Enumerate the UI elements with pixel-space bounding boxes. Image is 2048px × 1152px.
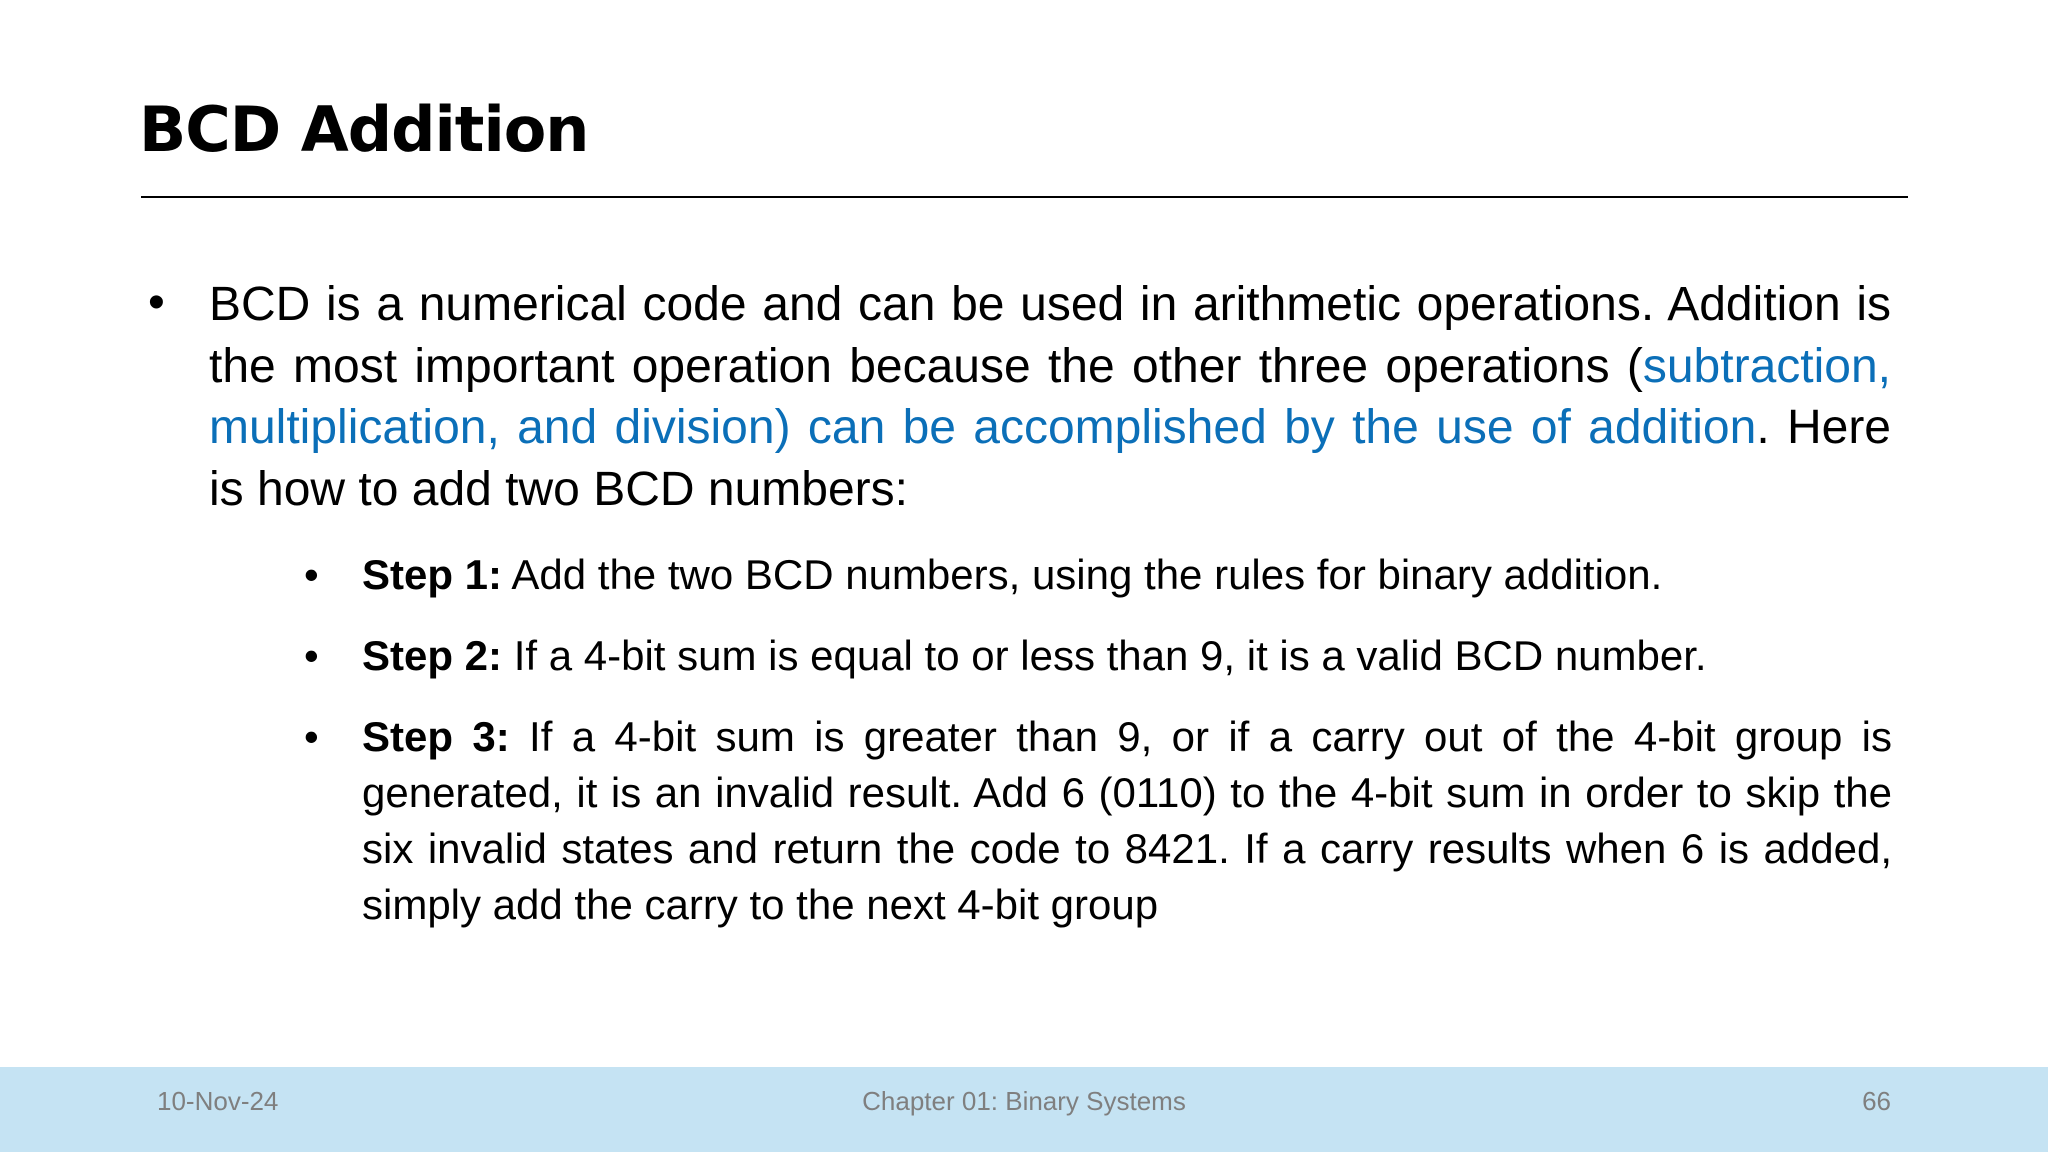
step-3-label: Step 3: <box>362 713 510 760</box>
title-divider <box>141 196 1908 198</box>
page-number: 66 <box>1862 1086 1891 1116</box>
intro-text-end: . Here is how to add two BCD numbers: <box>209 401 1891 516</box>
step-3 <box>362 709 1892 933</box>
step-1-label: Step 1: <box>362 551 503 598</box>
bullet-icon: • <box>304 632 319 679</box>
bullet-icon: • <box>148 276 165 329</box>
footer-chapter: Chapter 01: Binary Systems <box>862 1086 1186 1116</box>
intro-text-start: BCD is a numerical code and can be used in arithmetic operations. Addition is the most important operation because the other three operations ( <box>209 278 1891 393</box>
slide-title: BCD Addition <box>139 93 589 166</box>
intro-highlight: subtraction, multiplication, and division) can be accomplished by the use of addition <box>209 339 1891 454</box>
step-2 <box>362 628 1892 684</box>
bullet-icon: • <box>304 551 319 598</box>
step-1 <box>362 547 1892 603</box>
bullet-icon: • <box>304 713 319 760</box>
step-1-text: Add the two BCD numbers, using the rules for binary addition. <box>502 551 1663 598</box>
step-2-text: If a 4-bit sum is equal to or less than 9, it is a valid BCD number. <box>502 632 1707 679</box>
intro-paragraph <box>209 274 1891 520</box>
step-2-label: Step 2: <box>362 632 503 679</box>
footer-date: 10-Nov-24 <box>157 1086 279 1116</box>
step-3-text: If a 4-bit sum is greater than 9, or if a carry out of the 4-bit group is generated, it is an invalid result. Add 6 (0110) to the 4-bit sum in order to skip the six invalid states and return the code to 8421. If a carry results when 6 is added, simply add the carry to the next 4-bit group <box>362 713 1893 928</box>
